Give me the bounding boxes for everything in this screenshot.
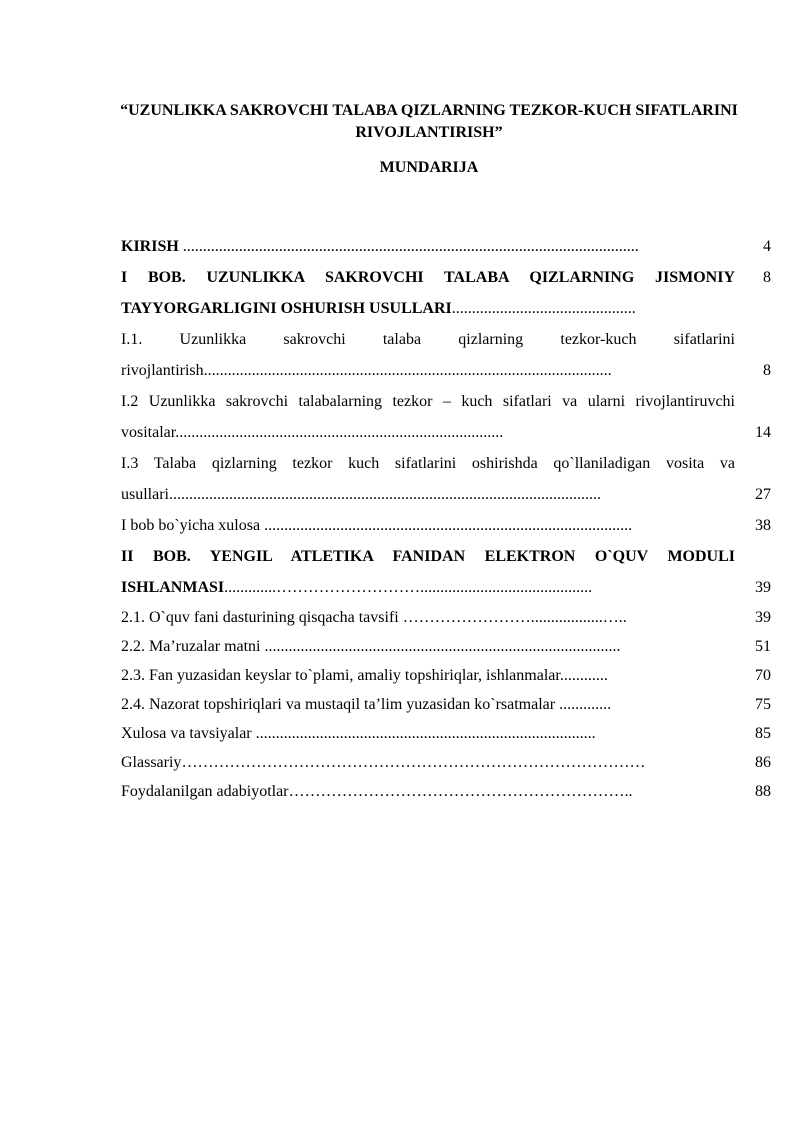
toc-entry-glossary[interactable] [121, 748, 771, 777]
toc-entry-section-2-3[interactable] [121, 661, 771, 690]
toc-leader-dots: ............ [559, 667, 608, 684]
toc-leader-dots: ...................................................................................................... [203, 362, 612, 379]
toc-entry-title: I bob bo`yicha xulosa [121, 517, 261, 534]
toc-entry-title: 2.4. Nazorat topshiriqlari va mustaqil ta’lim yuzasidan ko`rsatmalar [121, 696, 556, 713]
toc-leader-dots: .............................................. [451, 300, 636, 317]
toc-leader-dots: ............................................................................................................ [169, 486, 601, 503]
toc-leader-dots: …………………………………………………………………………… [181, 754, 646, 771]
toc-entry-section-1-2[interactable] [121, 386, 771, 448]
toc-entry-title: Foydalanilgan adabiyotlar [121, 783, 289, 800]
toc-leader-dots: ............. [555, 696, 612, 713]
toc-entry-chapter-2[interactable] [121, 541, 771, 603]
toc-leader-dots: .............………………………........................................... [224, 579, 593, 596]
toc-entry-title: 2.2. Ma’ruzalar matni [121, 638, 261, 655]
toc-page-number: 4 [763, 238, 771, 255]
toc-entry-title: I BOB. UZUNLIKKA SAKROVCHI TALABA QIZLARNING JISMONIY TAYYORGARLIGINI OSHURISH USULLARI [121, 269, 735, 317]
toc-leader-dots: ......................................................................................... [260, 638, 621, 655]
toc-leader-dots: ……………………..................….. [398, 609, 627, 626]
toc-page-number: 88 [755, 783, 771, 800]
toc-entry-title: Xulosa va tavsiyalar [121, 725, 252, 742]
toc-page-number: 75 [755, 696, 771, 713]
toc-page-number: 85 [755, 725, 771, 742]
toc-entry-section-2-1[interactable] [121, 603, 771, 632]
toc-leader-dots: ............................................................................................ [260, 517, 633, 534]
toc-entry-title: II BOB. YENGIL ATLETIKA FANIDAN ELEKTRON O`QUV MODULI ISHLANMASI [121, 548, 735, 596]
toc-page-number: 14 [755, 424, 771, 441]
toc-leader-dots: ……………………………………………………….. [288, 783, 633, 800]
toc-leader-dots: .................................................................................................................. [178, 238, 639, 255]
toc-entry-title: KIRISH [121, 238, 179, 255]
toc-entry-kirish[interactable] [121, 231, 771, 262]
toc-entry-section-2-2[interactable] [121, 632, 771, 661]
toc-page-number: 8 [763, 362, 771, 379]
toc-leader-dots: ..................................................................................... [251, 725, 596, 742]
toc-entry-conclusion[interactable] [121, 719, 771, 748]
toc-page-number: 86 [755, 754, 771, 771]
toc-entry-section-1-3[interactable] [121, 448, 771, 510]
table-of-contents [121, 231, 771, 806]
toc-entry-title: I.1. Uzunlikka sakrovchi talaba qizlarning tezkor-kuch sifatlarini rivojlantirish [121, 331, 735, 379]
document-title: “UZUNLIKKA SAKROVCHI TALABA QIZLARNING TEZKOR-KUCH SIFATLARINI RIVOJLANTIRISH” [120, 102, 738, 141]
toc-leader-dots: .................................................................................. [175, 424, 504, 441]
toc-page-number: 27 [755, 486, 771, 503]
toc-entry-title: Glassariy [121, 754, 182, 771]
toc-page-number: 70 [755, 667, 771, 684]
toc-entry-section-2-4[interactable] [121, 690, 771, 719]
toc-entry-references[interactable] [121, 777, 771, 806]
toc-page-number: 51 [755, 638, 771, 655]
toc-heading: MUNDARIJA [379, 159, 479, 176]
toc-entry-chapter-1-summary[interactable] [121, 510, 771, 541]
toc-entry-title: I.2 Uzunlikka sakrovchi talabalarning tezkor – kuch sifatlari va ularni rivojlantiruvchi vositalar [121, 393, 735, 441]
toc-entry-title: I.3 Talaba qizlarning tezkor kuch sifatlarini oshirishda qo`llaniladigan vosita va usullari [121, 455, 735, 503]
toc-entry-title: 2.3. Fan yuzasidan keyslar to`plami, amaliy topshiriqlar, ishlanmalar [121, 667, 560, 684]
toc-entry-section-1-1[interactable] [121, 324, 771, 386]
toc-page-number: 39 [755, 579, 771, 596]
toc-page-number: 39 [755, 609, 771, 626]
toc-entry-title: 2.1. O`quv fani dasturining qisqacha tavsifi [121, 609, 399, 626]
toc-entry-chapter-1[interactable] [121, 262, 771, 324]
toc-page-number: 38 [755, 517, 771, 534]
toc-page-number: 8 [763, 269, 771, 286]
